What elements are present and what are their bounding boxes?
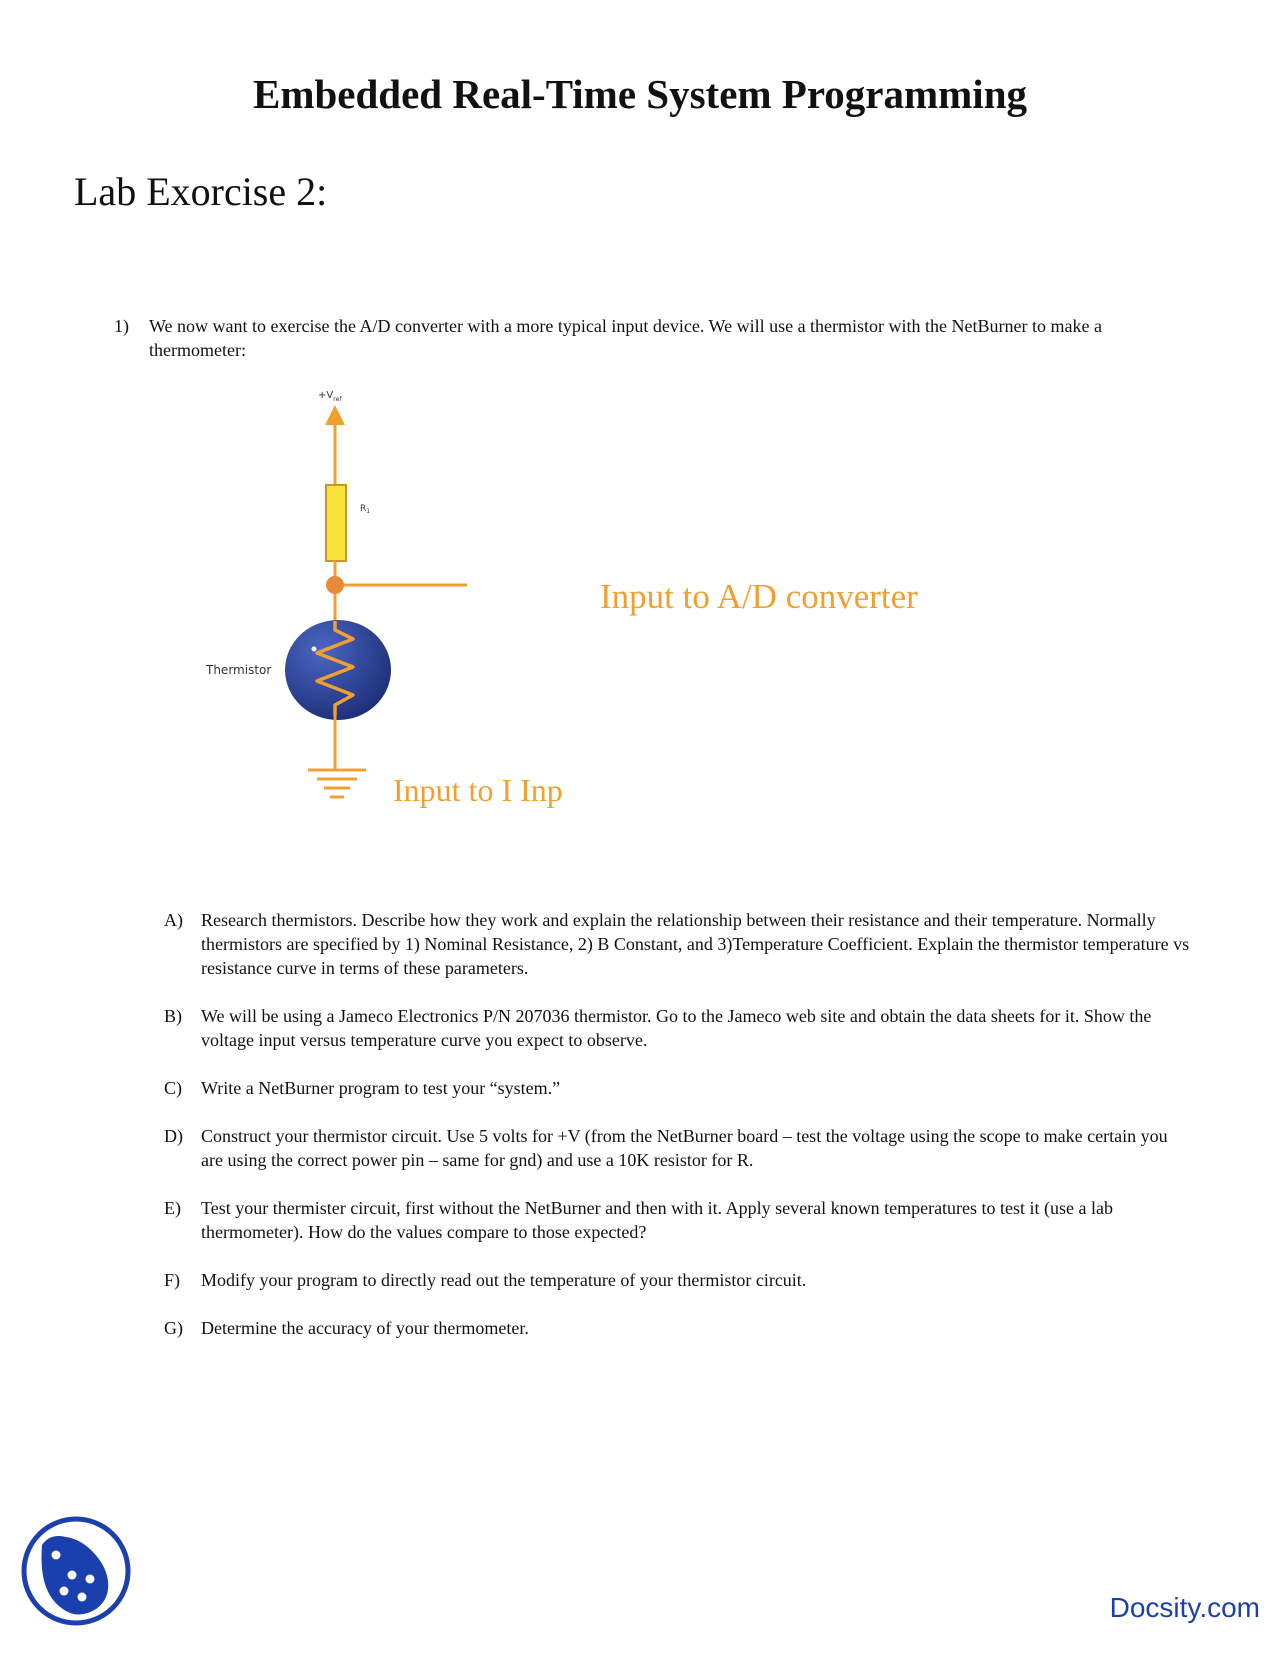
vref-arrow	[325, 405, 345, 425]
resistor-r1	[326, 485, 346, 561]
question-text: Research thermistors. Describe how they work and explain the relationship between their resistance and their temperature. Normally thermistors are specified by 1) Nominal Resistance, 2) B Constant, and 3)Temperature Coefficient. Explain the thermistor temperature vs resistance curve in terms of these parameters.	[201, 910, 1190, 978]
question-text: Test your thermister circuit, first without the NetBurner and then with it. Apply several known temperatures to test it (use a lab thermometer). How do the values compare to those expected?	[201, 1198, 1114, 1242]
r1-label: $R_1$	[360, 504, 371, 515]
ground-symbol	[308, 770, 366, 797]
question-list	[164, 908, 1194, 1364]
question-item	[164, 1124, 1194, 1172]
question-item	[164, 1316, 1194, 1340]
question-text: Modify your program to directly read out the temperature of your thermistor circuit.	[201, 1270, 807, 1290]
docsity-brand-link[interactable]: Docsity.com	[1109, 1592, 1260, 1623]
question-letter: F)	[164, 1270, 181, 1290]
question-letter: G)	[164, 1318, 183, 1338]
thermistor-circuit-diagram	[190, 385, 610, 830]
lab-heading: Lab Exorcise 2:	[74, 169, 328, 214]
vref-label: $+V_{ref}$	[318, 390, 342, 403]
thermistor-label: Thermistor	[206, 663, 272, 677]
question-text: We will be using a Jameco Electronics P/N 207036 thermistor. Go to the Jameco web site and obtain the data sheets for it. Show the voltage input versus temperature curve you expect to observe.	[201, 1006, 1152, 1050]
ad-converter-label: Input to A/D converter	[600, 577, 918, 616]
document-title: Embedded Real-Time System Programming	[252, 71, 1027, 117]
intro-text: We now want to exercise the A/D converter with a more typical input device. We will use a thermistor with the NetBurner to make a thermometer:	[149, 316, 1102, 360]
ground-input-label: Input to I Inp	[393, 772, 563, 808]
question-item	[164, 1076, 1194, 1100]
docsity-logo-icon[interactable]	[20, 1515, 132, 1627]
question-letter: B)	[164, 1006, 182, 1026]
question-letter: C)	[164, 1078, 182, 1098]
intro-number: 1)	[114, 316, 129, 336]
question-letter: D)	[164, 1126, 183, 1146]
junction-node	[326, 576, 344, 594]
question-letter: A)	[164, 910, 183, 930]
question-item	[164, 908, 1194, 980]
question-letter: E)	[164, 1198, 181, 1218]
question-item	[164, 1196, 1194, 1244]
question-text: Construct your thermistor circuit. Use 5 volts for +V (from the NetBurner board – test the voltage using the scope to make certain you are using the correct power pin – same for gnd) and use a 10K resistor for R.	[201, 1126, 1168, 1170]
question-text: Write a NetBurner program to test your “system.”	[201, 1078, 561, 1098]
question-item	[164, 1268, 1194, 1292]
question-text: Determine the accuracy of your thermometer.	[201, 1318, 529, 1338]
question-item	[164, 1004, 1194, 1052]
thermistor-highlight	[312, 647, 317, 652]
